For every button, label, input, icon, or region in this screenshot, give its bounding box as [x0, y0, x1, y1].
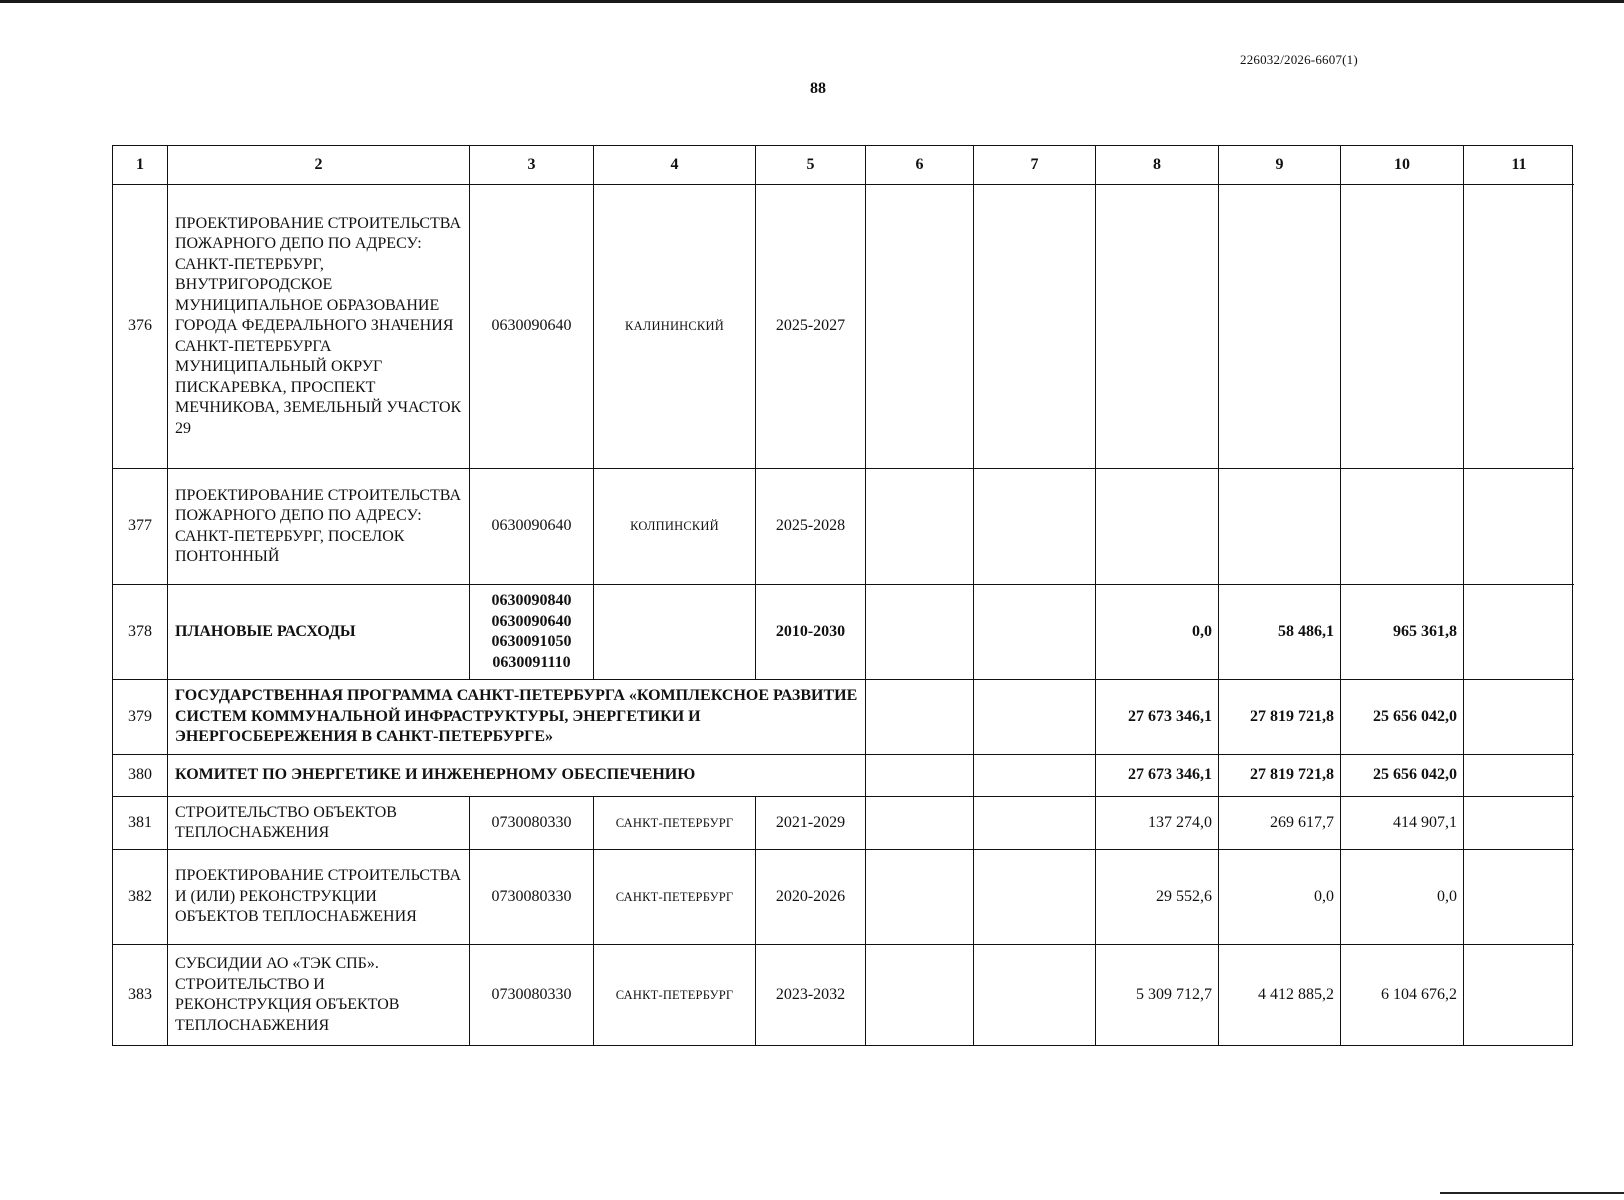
row-col-10: 414 907,1 — [1341, 797, 1464, 850]
row-col-9: 0,0 — [1219, 850, 1341, 945]
row-col-10 — [1341, 469, 1464, 585]
row-col-6 — [866, 797, 974, 850]
row-col-7 — [974, 469, 1096, 585]
row-district: КАЛИНИНСКИЙ — [594, 185, 756, 469]
row-col-7 — [974, 850, 1096, 945]
committee-title: КОМИТЕТ ПО ЭНЕРГЕТИКЕ И ИНЖЕНЕРНОМУ ОБЕСПЕЧЕНИЮ — [168, 755, 866, 797]
row-col-11 — [1464, 680, 1574, 755]
row-col-10: 965 361,8 — [1341, 585, 1464, 680]
row-period: 2020-2026 — [756, 850, 866, 945]
row-col-8: 27 673 346,1 — [1096, 755, 1219, 797]
row-col-9: 4 412 885,2 — [1219, 945, 1341, 1045]
header-col-8: 8 — [1096, 146, 1219, 185]
scan-bottom-mark — [1440, 1192, 1624, 1194]
row-district: САНКТ-ПЕТЕРБУРГ — [594, 945, 756, 1045]
row-col-11 — [1464, 469, 1574, 585]
row-col-6 — [866, 755, 974, 797]
row-col-7 — [974, 680, 1096, 755]
row-col-9 — [1219, 469, 1341, 585]
row-col-8 — [1096, 469, 1219, 585]
row-col-11 — [1464, 755, 1574, 797]
row-col-8: 27 673 346,1 — [1096, 680, 1219, 755]
row-col-6 — [866, 850, 974, 945]
header-col-4: 4 — [594, 146, 756, 185]
row-number: 382 — [113, 850, 168, 945]
row-col-9: 27 819 721,8 — [1219, 680, 1341, 755]
document-number: 226032/2026-6607(1) — [1240, 52, 1358, 67]
row-district: САНКТ-ПЕТЕРБУРГ — [594, 850, 756, 945]
row-district: КОЛПИНСКИЙ — [594, 469, 756, 585]
header-col-2: 2 — [168, 146, 470, 185]
row-col-6 — [866, 185, 974, 469]
row-col-8: 29 552,6 — [1096, 850, 1219, 945]
row-period: 2021-2029 — [756, 797, 866, 850]
row-col-9 — [1219, 185, 1341, 469]
header-col-11: 11 — [1464, 146, 1574, 185]
row-col-10 — [1341, 185, 1464, 469]
row-district — [594, 585, 756, 680]
row-col-9: 58 486,1 — [1219, 585, 1341, 680]
row-col-11 — [1464, 945, 1574, 1045]
row-col-10: 25 656 042,0 — [1341, 755, 1464, 797]
header-col-9: 9 — [1219, 146, 1341, 185]
row-col-7 — [974, 797, 1096, 850]
header-col-5: 5 — [756, 146, 866, 185]
row-code: 0630090840 — [491, 592, 572, 609]
row-code: 0730080330 — [470, 797, 594, 850]
row-col-8: 137 274,0 — [1096, 797, 1219, 850]
header-col-10: 10 — [1341, 146, 1464, 185]
row-name: СУБСИДИИ АО «ТЭК СПБ». СТРОИТЕЛЬСТВО И РЕКОНСТРУКЦИЯ ОБЪЕКТОВ ТЕПЛОСНАБЖЕНИЯ — [168, 945, 470, 1045]
row-col-7 — [974, 945, 1096, 1045]
row-col-8: 5 309 712,7 — [1096, 945, 1219, 1045]
row-code: 0630090640 — [470, 469, 594, 585]
row-number: 381 — [113, 797, 168, 850]
row-name: ПРОЕКТИРОВАНИЕ СТРОИТЕЛЬСТВА И (ИЛИ) РЕКОНСТРУКЦИИ ОБЪЕКТОВ ТЕПЛОСНАБЖЕНИЯ — [168, 850, 470, 945]
row-col-9: 27 819 721,8 — [1219, 755, 1341, 797]
scan-top-border — [0, 0, 1624, 3]
header-col-7: 7 — [974, 146, 1096, 185]
row-code: 0630090640 — [470, 185, 594, 469]
header-col-1: 1 — [113, 146, 168, 185]
row-code: 0630091050 — [491, 633, 572, 650]
row-col-7 — [974, 585, 1096, 680]
row-name: ПРОЕКТИРОВАНИЕ СТРОИТЕЛЬСТВА ПОЖАРНОГО ДЕПО ПО АДРЕСУ: САНКТ-ПЕТЕРБУРГ, ВНУТРИГОРОДСКОЕ МУНИЦИПАЛЬНОЕ ОБРАЗОВАНИЕ ГОРОДА ФЕДЕРАЛЬНОГО ЗНАЧЕНИЯ САНКТ-ПЕТЕРБУРГА МУНИЦИПАЛЬНЫЙ ОКРУГ ПИСКАРЕВКА, ПРОСПЕКТ МЕЧНИКОВА, ЗЕМЕЛЬНЫЙ УЧАСТОК 29 — [168, 185, 470, 469]
row-number: 378 — [113, 585, 168, 680]
page-number: 88 — [810, 80, 826, 97]
row-code: 0730080330 — [470, 945, 594, 1045]
row-name: СТРОИТЕЛЬСТВО ОБЪЕКТОВ ТЕПЛОСНАБЖЕНИЯ — [168, 797, 470, 850]
row-col-11 — [1464, 797, 1574, 850]
row-codes — [470, 585, 594, 680]
row-number: 377 — [113, 469, 168, 585]
row-number: 376 — [113, 185, 168, 469]
row-col-8: 0,0 — [1096, 585, 1219, 680]
row-col-8 — [1096, 185, 1219, 469]
row-code: 0630090640 — [491, 612, 572, 630]
row-code: 0730080330 — [470, 850, 594, 945]
row-district: САНКТ-ПЕТЕРБУРГ — [594, 797, 756, 850]
row-number: 380 — [113, 755, 168, 797]
row-col-11 — [1464, 850, 1574, 945]
row-code: 0630091110 — [492, 653, 571, 671]
row-col-6 — [866, 469, 974, 585]
row-col-7 — [974, 185, 1096, 469]
row-col-9: 269 617,7 — [1219, 797, 1341, 850]
header-col-3: 3 — [470, 146, 594, 185]
row-col-10: 6 104 676,2 — [1341, 945, 1464, 1045]
row-col-6 — [866, 945, 974, 1045]
row-number: 379 — [113, 680, 168, 755]
header-col-6: 6 — [866, 146, 974, 185]
row-col-10: 25 656 042,0 — [1341, 680, 1464, 755]
row-period: 2025-2028 — [756, 469, 866, 585]
program-title: ГОСУДАРСТВЕННАЯ ПРОГРАММА САНКТ-ПЕТЕРБУРГА «КОМПЛЕКСНОЕ РАЗВИТИЕ СИСТЕМ КОММУНАЛЬНОЙ ИНФРАСТРУКТУРЫ, ЭНЕРГЕТИКИ И ЭНЕРГОСБЕРЕЖЕНИЯ В САНКТ-ПЕТЕРБУРГЕ» — [168, 680, 866, 755]
row-period: 2010-2030 — [756, 585, 866, 680]
row-col-7 — [974, 755, 1096, 797]
row-col-11 — [1464, 585, 1574, 680]
row-col-11 — [1464, 185, 1574, 469]
budget-table — [112, 145, 1573, 1046]
row-period: 2023-2032 — [756, 945, 866, 1045]
row-period: 2025-2027 — [756, 185, 866, 469]
row-number: 383 — [113, 945, 168, 1045]
row-col-6 — [866, 585, 974, 680]
row-col-10: 0,0 — [1341, 850, 1464, 945]
row-col-6 — [866, 680, 974, 755]
row-name: ПЛАНОВЫЕ РАСХОДЫ — [168, 585, 470, 680]
row-name: ПРОЕКТИРОВАНИЕ СТРОИТЕЛЬСТВА ПОЖАРНОГО ДЕПО ПО АДРЕСУ: САНКТ-ПЕТЕРБУРГ, ПОСЕЛОК ПОНТОННЫЙ — [168, 469, 470, 585]
